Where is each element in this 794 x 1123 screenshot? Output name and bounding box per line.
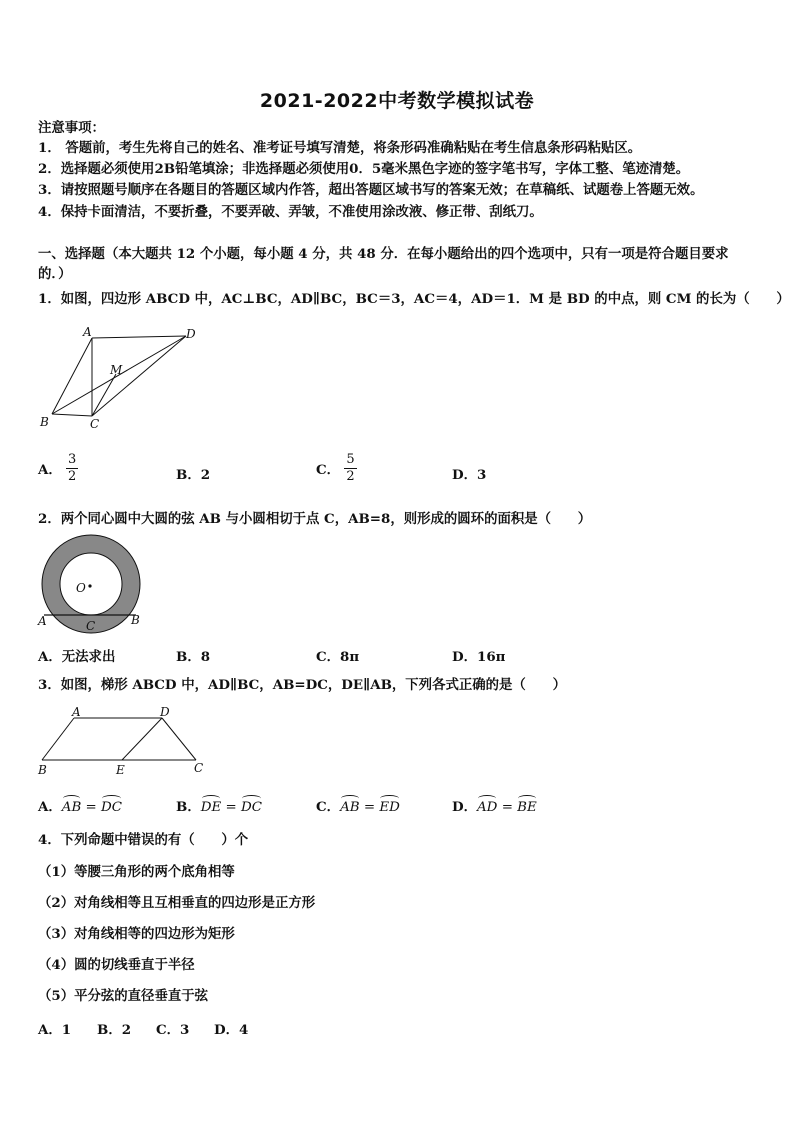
label-c: C: [194, 761, 204, 775]
question-3-option-b[interactable]: B．DE = DC: [176, 799, 262, 815]
notice-item-1: 1． 答题前，考生先将自己的姓名、准考证号填写清楚，将条形码准确粘贴在考生信息条形码粘贴区。: [38, 140, 642, 156]
question-2-text: 2．两个同心圆中大圆的弦 AB 与小圆相切于点 C，AB=8，则形成的圆环的面积是（ ）: [38, 511, 592, 527]
question-4-item-5: （5）平分弦的直径垂直于弦: [38, 988, 209, 1004]
question-1-text: 1．如图，四边形 ABCD 中，AC⊥BC，AD∥BC，BC＝3，AC＝4，AD＝1．M 是 BD 的中点，则 CM 的长为（ ）: [38, 291, 790, 307]
question-4-item-2: （2）对角线相等且互相垂直的四边形是正方形: [38, 895, 316, 911]
notice-item-3: 3．请按照题号顺序在各题目的答题区域内作答，超出答题区域书写的答案无效；在草稿纸、试题卷上答题无效。: [38, 182, 704, 198]
label-m: M: [110, 363, 123, 377]
notice-item-4: 4．保持卡面清洁，不要折叠，不要弄破、弄皱，不准使用涂改液、修正带、刮纸刀。: [38, 204, 543, 220]
label-a: A: [38, 614, 47, 628]
page-title: 2021-2022中考数学模拟试卷: [259, 90, 535, 112]
section-heading-line2: 的．）: [38, 266, 72, 282]
question-1-option-a[interactable]: A． $\frac{3}{2}$: [38, 452, 77, 484]
question-2-option-b[interactable]: B．8: [176, 649, 211, 665]
center-point: [88, 584, 91, 587]
question-3-option-c[interactable]: C．AB = ED: [316, 799, 400, 815]
question-3-text: 3．如图，梯形 ABCD 中，AD∥BC，AB=DC，DE∥AB，下列各式正确的是（ ）: [38, 677, 566, 693]
question-4-text: 4．下列命题中错误的有（ ）个: [38, 832, 249, 848]
label-c: C: [90, 417, 100, 431]
question-3-option-a[interactable]: A．AB = DC: [38, 799, 123, 815]
segment-dc: [162, 718, 196, 760]
inner-circle: [60, 553, 122, 615]
question-2-option-a[interactable]: A．无法求出: [38, 649, 116, 665]
label-e: E: [116, 763, 125, 777]
label-b: B: [131, 613, 140, 627]
question-4-option-d[interactable]: D．4: [214, 1022, 249, 1038]
question-4-item-3: （3）对角线相等的四边形为矩形: [38, 926, 235, 942]
notice-item-2: 2．选择题必须使用2B铅笔填涂；非选择题必须使用0．5毫米黑色字迹的签字笔书写，字体工整、笔迹清楚。: [38, 161, 690, 177]
notice-heading: 注意事项：: [38, 120, 105, 136]
segment-cd: [92, 336, 186, 416]
label-a: A: [72, 705, 81, 719]
question-4-option-b[interactable]: B．2: [97, 1022, 132, 1038]
question-3-figure: [36, 704, 208, 778]
label-d: D: [186, 327, 196, 341]
question-1-option-d[interactable]: D．3: [452, 467, 487, 483]
question-4-item-1: （1）等腰三角形的两个底角相等: [38, 864, 235, 880]
segment-ad: [92, 336, 186, 338]
segment-ab: [42, 718, 74, 760]
label-a: A: [83, 325, 92, 339]
question-1-option-c[interactable]: C． $\frac{5}{2}$: [316, 452, 355, 484]
segment-cm: [92, 374, 116, 416]
question-1-figure: [36, 324, 206, 434]
question-4-option-a[interactable]: A．1: [38, 1022, 72, 1038]
question-2-option-c[interactable]: C．8π: [316, 649, 360, 665]
label-b: B: [40, 415, 49, 429]
segment-de: [122, 718, 162, 760]
label-o: O: [76, 581, 86, 595]
label-b: B: [38, 763, 47, 777]
question-1-option-b[interactable]: B．2: [176, 467, 211, 483]
section-heading-line1: 一、选择题（本大题共 12 个小题，每小题 4 分，共 48 分．在每小题给出的四个选项中，只有一项是符合题目要求: [38, 246, 729, 262]
question-4-item-4: （4）圆的切线垂直于半径: [38, 957, 195, 973]
question-2-option-d[interactable]: D．16π: [452, 649, 506, 665]
question-3-option-d[interactable]: D．AD = BE: [452, 799, 537, 815]
question-4-option-c[interactable]: C．3: [156, 1022, 190, 1038]
label-d: D: [160, 705, 170, 719]
question-2-figure: [36, 534, 146, 636]
label-c: C: [86, 619, 96, 633]
